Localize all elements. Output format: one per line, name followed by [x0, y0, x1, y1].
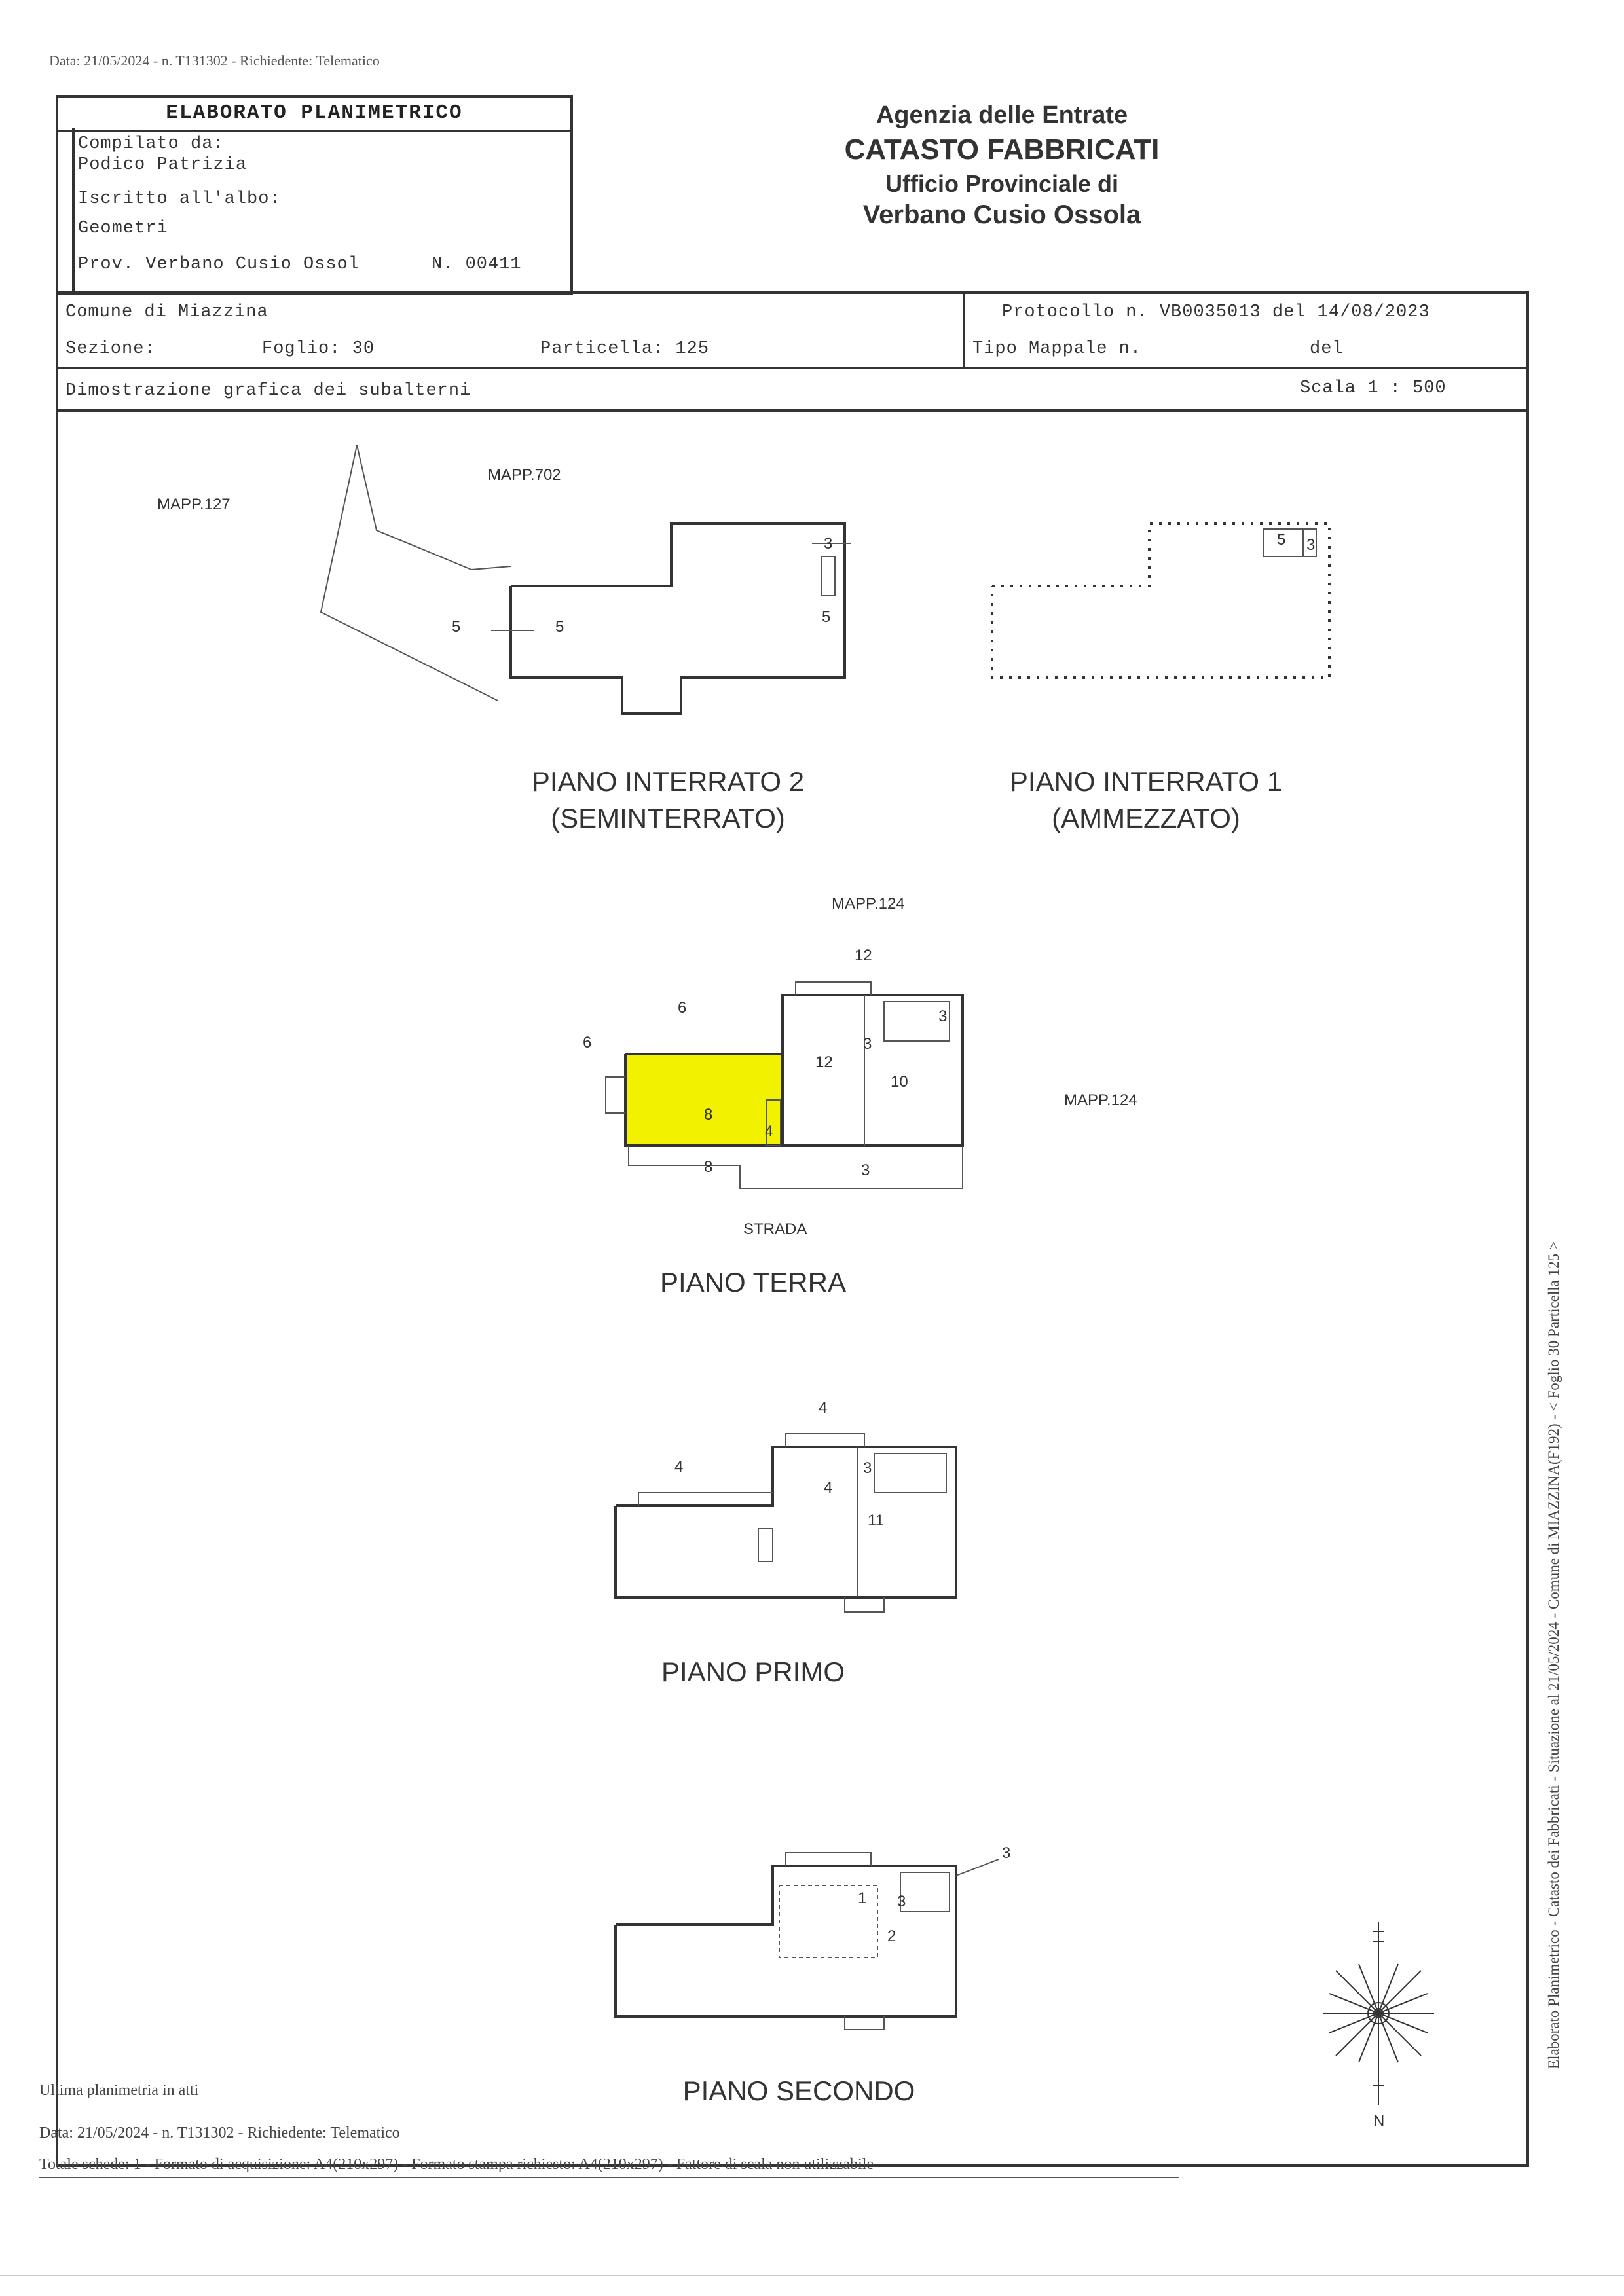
mapp-127-boundary — [321, 445, 498, 701]
sub-2: 2 — [887, 1927, 896, 1945]
plan-secondo — [616, 1844, 1010, 2030]
sub-3: 3 — [824, 535, 833, 553]
dimostrazione-grafica: Dimostrazione grafica dei subalterni — [65, 381, 471, 401]
secondo-outline — [616, 1866, 956, 2016]
sub-10: 10 — [891, 1073, 908, 1091]
title-primo: PIANO PRIMO — [661, 1656, 845, 1687]
sub-3: 3 — [863, 1459, 872, 1477]
sub-3-bottom: 3 — [861, 1161, 870, 1179]
strada-label: STRADA — [743, 1220, 807, 1238]
request-info-line: Data: 21/05/2024 - n. T131302 - Richiedente: Telematico — [49, 52, 380, 69]
footer-last-plan: Ultima planimetria in atti — [39, 2082, 199, 2099]
register-label: Iscritto all'albo: — [78, 189, 281, 209]
sub-3-stair: 3 — [938, 1008, 948, 1025]
sub-5-center: 5 — [555, 618, 564, 636]
side-vertical-text: Elaborato Planimetrico - Catasto dei Fabbricati - Situazione al 21/05/2024 - Comune di MIAZZINA(F192) - < Foglio 30 Particella 125 > — [1545, 1241, 1562, 2069]
north-compass-icon — [1323, 1922, 1434, 2130]
highlighted-unit — [625, 1054, 783, 1146]
title-interrato-2 — [498, 766, 838, 834]
plan-interrato-2 — [157, 445, 851, 714]
title-terra: PIANO TERRA — [660, 1267, 846, 1298]
sub-12-top: 12 — [855, 947, 872, 964]
compass-n: N — [1373, 2112, 1385, 2130]
province: Prov. Verbano Cusio Ossol — [78, 255, 360, 274]
title-interrato-1-line2: (AMMEZZATO) — [1052, 803, 1240, 833]
sub-5-left: 5 — [452, 618, 461, 636]
sub-3-interior: 3 — [863, 1035, 872, 1053]
title-interrato-1-line1: PIANO INTERRATO 1 — [1009, 766, 1283, 797]
particella: Particella: 125 — [540, 339, 710, 359]
title-interrato-2-line2: (SEMINTERRATO) — [551, 803, 785, 833]
footer-format: Totale schede: 1 - Formato di acquisizione: A4(210x297) - Formato stampa richiesto: A4(210x297) - Fattore di scala non utilizzabile — [39, 2156, 874, 2173]
plan-interrato-1 — [992, 524, 1329, 678]
sub-8: 8 — [704, 1106, 713, 1123]
mapp-702-label: MAPP.702 — [488, 466, 561, 484]
agency-name: Agenzia delle Entrate — [876, 101, 1128, 129]
register-value: Geometri — [78, 219, 168, 238]
footer-request: Data: 21/05/2024 - n. T131302 - Richiedente: Telematico — [39, 2124, 400, 2141]
title-interrato-2-line1: PIANO INTERRATO 2 — [531, 766, 805, 797]
footer-rule — [39, 2177, 1179, 2178]
title-interrato-1 — [976, 766, 1316, 834]
sub-6-top: 6 — [678, 999, 687, 1017]
sub-4-left: 4 — [674, 1458, 684, 1476]
sub-11: 11 — [868, 1512, 884, 1529]
mapp-124-right: MAPP.124 — [1064, 1091, 1137, 1109]
scale: Scala 1 : 500 — [1300, 378, 1447, 398]
tipo-mappale: Tipo Mappale n. — [972, 339, 1142, 359]
title-secondo: PIANO SECONDO — [682, 2075, 915, 2106]
sub-6-left: 6 — [583, 1034, 592, 1051]
sub-3-pointer: 3 — [1002, 1844, 1011, 1862]
sub-4: 4 — [765, 1123, 773, 1139]
primo-outline — [616, 1447, 956, 1597]
catasto-fabbricati: CATASTO FABBRICATI — [844, 134, 1160, 166]
mapp-124-top: MAPP.124 — [832, 895, 905, 913]
sub-1: 1 — [858, 1889, 867, 1907]
compiled-by-label: Compilato da: — [78, 134, 225, 154]
sezione: Sezione: — [65, 339, 156, 359]
compiled-by-name: Podico Patrizia — [78, 155, 248, 175]
comune: Comune di Miazzina — [65, 302, 268, 322]
ufficio-provinciale: Ufficio Provinciale di — [885, 170, 1119, 197]
sub-4-interior: 4 — [824, 1479, 833, 1497]
sub-3-stair: 3 — [897, 1893, 906, 1910]
foglio: Foglio: 30 — [262, 339, 375, 359]
protocollo: Protocollo n. VB0035013 del 14/08/2023 — [1002, 302, 1430, 322]
page-bottom-rule — [0, 2275, 1624, 2276]
verbano-cusio-ossola: Verbano Cusio Ossola — [862, 200, 1141, 229]
tipo-mappale-del: del — [1310, 339, 1344, 359]
registration-number: N. 00411 — [432, 255, 522, 274]
plan-primo — [616, 1399, 956, 1612]
sub-5: 5 — [1277, 531, 1286, 549]
sub-8-bottom: 8 — [704, 1158, 713, 1176]
sub-12: 12 — [815, 1053, 833, 1071]
sub-5-right: 5 — [822, 608, 831, 626]
mapp-127-label: MAPP.127 — [157, 496, 231, 513]
sub-4-top: 4 — [819, 1399, 828, 1417]
sub-3: 3 — [1306, 536, 1316, 554]
mapp-702-boundary — [357, 445, 511, 570]
plan-terra — [583, 895, 1137, 1238]
elaborato-title: ELABORATO PLANIMETRICO — [58, 98, 570, 132]
